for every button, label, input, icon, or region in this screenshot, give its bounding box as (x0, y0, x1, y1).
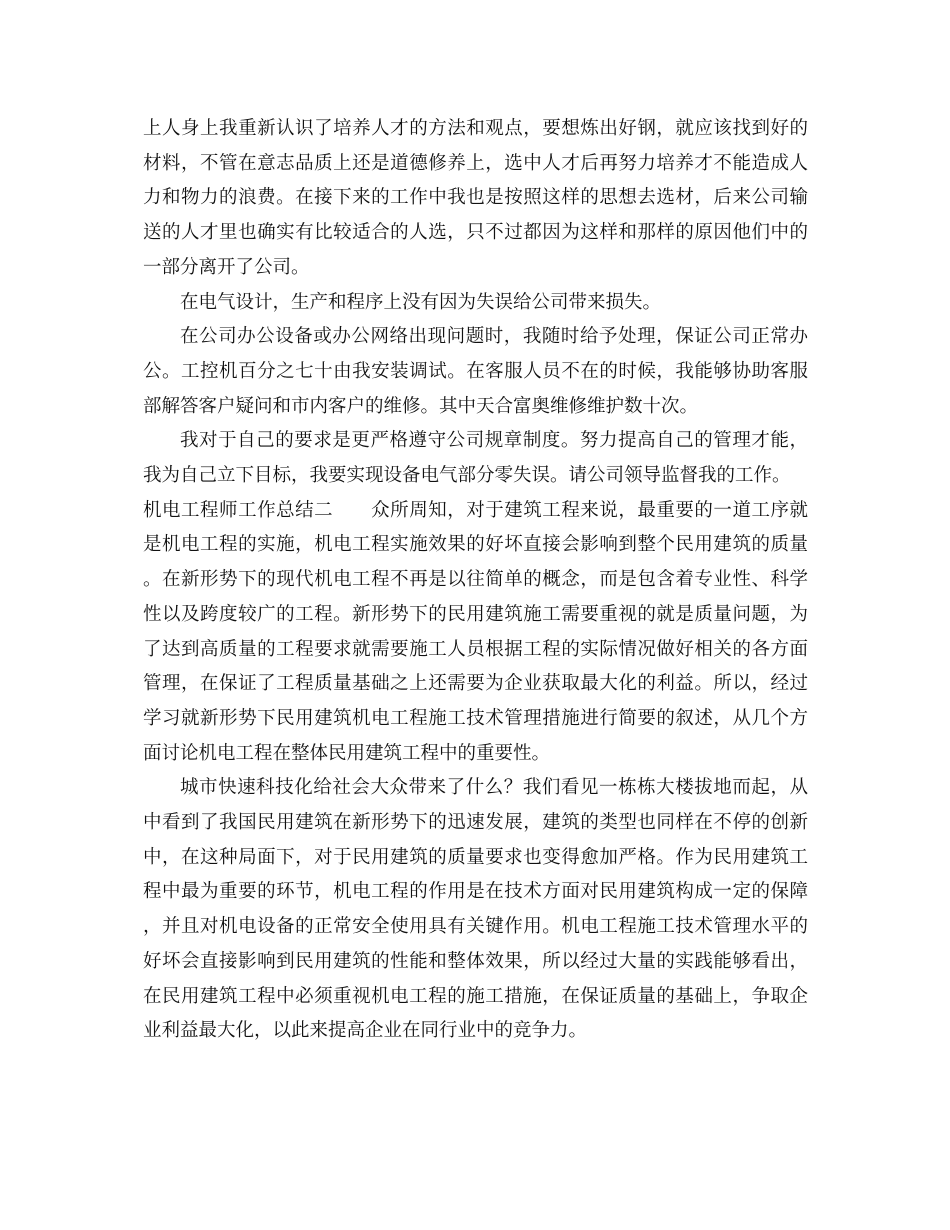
paragraph-electrical-design: 在电气设计，生产和程序上没有因为失误给公司带来损失。 (180, 291, 662, 313)
paragraph-self-requirements: 我对于自己的要求是更严格遵守公司规章制度。努力提高自己的管理才能，我为自己立下目标，我要实现设备电气部分零失误。请公司领导监督我的工作。 (143, 430, 808, 487)
paragraph-talent-selection: 上人身上我重新认识了培养人才的方法和观点，要想炼出好钢，就应该找到好的材料，不管在意志品质上还是道德修养上，选中人才后再努力培养才不能造成人力和物力的浪费。在接下来的工作中我也是按照这样的思想去选材，后来公司输送的人才里也确实有比较适合的人选，只不过都因为这样和那样的原因他们中的一部分离开了公司。 (143, 118, 808, 278)
paragraph-urban-development: 城市快速科技化给社会大众带来了什么？我们看见一栋栋大楼拔地而起，从中看到了我国民用建筑在新形势下的迅速发展，建筑的类型也同样在不停的创新中，在这种局面下，对于民用建筑的质量要求也变得愈加严格。作为民用建筑工程中最为重要的环节，机电工程的作用是在技术方面对民用建筑构成一定的保障，并且对机电设备的正常安全使用具有关键作用。机电工程施工技术管理水平的好坏会直接影响到民用建筑的性能和整体效果，所以经过大量的实践能够看出，在民用建筑工程中必须重视机电工程的施工措施，在保证质量的基础上，争取企业利益最大化，以此来提高企业在同行业中的竞争力。 (143, 777, 808, 1042)
paragraph-office-equipment: 在公司办公设备或办公网络出现问题时，我随时给予处理，保证公司正常办公。工控机百分之七十由我安装调试。在客服人员不在的时候，我能够协助客服部解答客户疑问和市内客户的维修。其中天合富奥维修维护数十次。 (143, 326, 808, 417)
document-page (143, 112, 808, 1049)
paragraph-summary-two: 机电工程师工作总结二 众所周知，对于建筑工程来说，最重要的一道工序就是机电工程的实施，机电工程实施效果的好坏直接会影响到整个民用建筑的质量。在新形势下的现代机电工程不再是以往简单的概念，而是包含着专业性、科学性以及跨度较广的工程。新形势下的民用建筑施工需要重视的就是质量问题，为了达到高质量的工程要求就需要施工人员根据工程的实际情况做好相关的各方面管理，在保证了工程质量基础之上还需要为企业获取最大化的利益。所以，经过学习就新形势下民用建筑机电工程施工技术管理措施进行简要的叙述，从几个方面讨论机电工程在整体民用建筑工程中的重要性。 (143, 499, 808, 764)
